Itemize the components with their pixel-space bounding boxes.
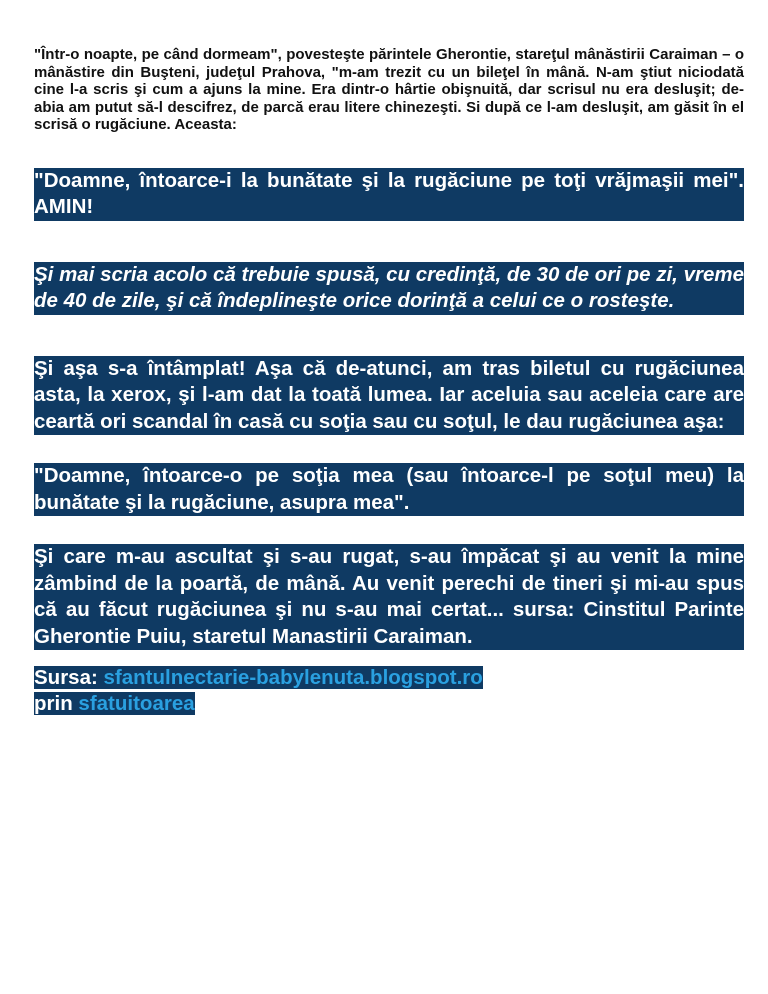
via-link[interactable]: sfatuitoarea: [78, 692, 195, 716]
prayer-enemies: "Doamne, întoarce-i la bunătate şi la rugăciune pe toţi vrăjmaşii mei". AMIN!: [34, 168, 744, 221]
source-line: [34, 665, 744, 691]
document-page: [34, 46, 744, 717]
source-label: Sursa:: [34, 666, 104, 690]
intro-paragraph: "Într-o noapte, pe când dormeam", povesteşte părintele Gherontie, stareţul mânăstirii Caraiman – o mânăstire din Buşteni, judeţul Prahova, "m-am trezit cu un bileţel în mână. N-am ştiut niciodată cine l-a scris şi cum a ajuns la mine. Era dintr-o hârtie obişnuită, dar scrisul nu era desluşit; de-abia am putut să-l descifrez, de parcă erau litere chinezeşti. Si după ce l-am desluşit, am găsit în el scrisă o rugăciune. Aceasta:: [34, 46, 744, 134]
via-label: prin: [34, 692, 79, 716]
instructions-paragraph: Şi mai scria acolo că trebuie spusă, cu credinţă, de 30 de ori pe zi, vreme de 40 de zile, şi că îndeplineşte orice dorinţă a celui ce o rosteşte.: [34, 262, 744, 315]
story-paragraph: Şi aşa s-a întâmplat! Aşa că de-atunci, am tras biletul cu rugăciunea asta, la xerox, şi l-am dat la toată lumea. Iar aceluia sau aceleia care are ceartă ori scandal în casă cu soţia sau cu soţul, le dau rugăciunea aşa:: [34, 356, 744, 436]
source-section: [34, 665, 744, 717]
via-line: [34, 691, 744, 717]
prayer-spouse: "Doamne, întoarce-o pe soţia mea (sau întoarce-l pe soţul meu) la bunătate şi la rugăciune, asupra mea".: [34, 463, 744, 516]
conclusion-paragraph: Şi care m-au ascultat şi s-au rugat, s-au împăcat şi au venit la mine zâmbind de la poartă, de mână. Au venit perechi de tineri şi mi-au spus că au făcut rugăciunea şi nu s-au mai certat... sursa: Cinstitul Parinte Gherontie Puiu, staretul Manastirii Caraiman.: [34, 544, 744, 650]
source-link[interactable]: sfantulnectarie-babylenuta.blogspot.ro: [103, 666, 483, 690]
